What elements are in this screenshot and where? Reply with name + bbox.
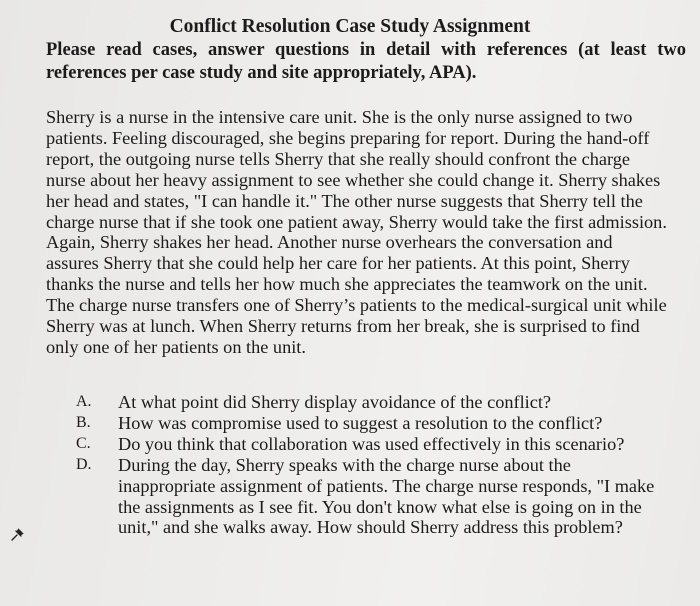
- case-study-text: Sherry is a nurse in the intensive care unit. She is the only nurse assigned to two patients. Feeling discouraged, she begins preparing for report. During the hand-off report, the outgoing nurse tells Sherry that she really should confront the charge nurse about her heavy assignment to see whether she could change it. Sherry shakes her head and states, "I can handle it." The other nurse suggests that Sherry tell the charge nurse that if she took one patient away, Sherry would take the first admission. Again, Sherry shakes her head. Another nurse overhears the conversation and assures Sherry that she could help her care for her patients. At this point, Sherry thanks the nurse and tells her how much she appreciates the teamwork on the unit. The charge nurse transfers one of Sherry’s patients to the medical-surgical unit while Sherry was at lunch. When Sherry returns from her break, she is surprised to find only one of her patients on the unit.: [46, 107, 667, 357]
- question-item-a: [76, 392, 676, 413]
- question-item-c: [76, 434, 676, 455]
- assignment-instructions: Please read cases, answer questions in detail with references (at least two references per case study and site appropriately, APA).: [46, 40, 686, 83]
- question-list: [76, 392, 676, 538]
- question-text: How was compromise used to suggest a resolution to the conflict?: [118, 412, 603, 433]
- pin-icon: [10, 528, 24, 542]
- question-marker: B.: [76, 413, 91, 431]
- question-item-d: [76, 455, 676, 539]
- question-marker: A.: [76, 393, 92, 410]
- page-title: Conflict Resolution Case Study Assignment: [169, 16, 531, 37]
- question-marker: D.: [76, 455, 92, 473]
- question-text: Do you think that collaboration was used effectively in this scenario?: [118, 433, 625, 454]
- question-text: At what point did Sherry display avoidance of the conflict?: [118, 392, 552, 412]
- question-text: During the day, Sherry speaks with the charge nurse about the inappropriate assignment of patients. The charge nurse responds, "I make the assignments as I see fit. You don't know what else is going on in the unit," and she walks away. How should Sherry address this problem?: [118, 454, 655, 538]
- question-item-b: [76, 413, 676, 434]
- question-marker: C.: [76, 434, 91, 452]
